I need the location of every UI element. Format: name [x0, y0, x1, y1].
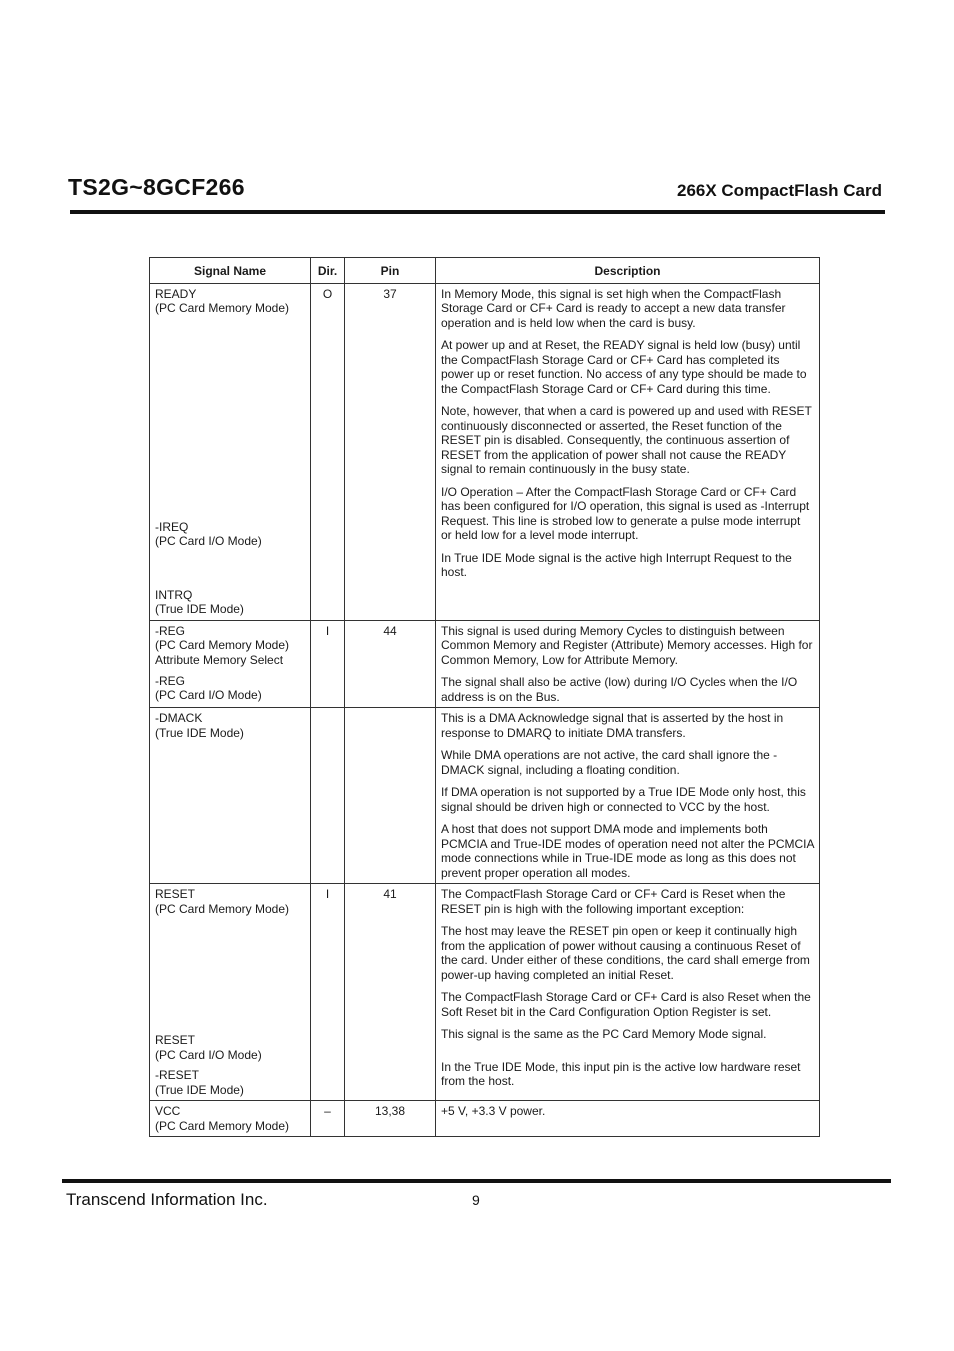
signal-name: -DMACK [155, 711, 203, 725]
signal-extra: Attribute Memory Select [155, 652, 284, 667]
signal-entry [155, 588, 305, 617]
table-header-row [150, 258, 820, 284]
table-row [150, 884, 820, 1101]
description-paragraph: The CompactFlash Storage Card or CF+ Card is Reset when the RESET pin is high with the following important exception: [441, 887, 786, 916]
dir-cell: O [311, 283, 345, 620]
signal-mode: (True IDE Mode) [155, 1082, 244, 1097]
signal-mode: (PC Card Memory Mode) [155, 901, 290, 916]
signal-name: -REG [155, 623, 185, 638]
signal-entry [155, 674, 305, 703]
signal-mode: (PC Card Memory Mode) [155, 1118, 290, 1133]
description-paragraph: This is a DMA Acknowledge signal that is asserted by the host in response to DMARQ to initiate DMA transfers. [441, 711, 784, 740]
description-paragraph: This signal is used during Memory Cycles to distinguish between Common Memory and Register (Attribute) Memory accesses. High for Common Memory, Low for Attribute Memory. [441, 623, 813, 667]
signal-mode: (PC Card I/O Mode) [155, 534, 262, 548]
signal-name: RESET [155, 1033, 196, 1047]
table-row [150, 708, 820, 884]
signal-name-cell [150, 283, 311, 620]
signal-mode: (True IDE Mode) [155, 602, 244, 616]
dir-cell [311, 708, 345, 884]
signal-mode: (PC Card Memory Mode) [155, 301, 290, 315]
table-row [150, 620, 820, 708]
description-cell [436, 1101, 820, 1137]
table-row [150, 283, 820, 620]
description-paragraph: If DMA operation is not supported by a True IDE Mode only host, this signal should be driven high or connected to VCC by the host. [441, 785, 806, 814]
signal-entry [155, 1068, 305, 1097]
signal-entry [155, 711, 305, 740]
document-title: TS2G~8GCF266 [68, 174, 245, 200]
signal-description-table [149, 257, 820, 1137]
dir-cell: – [311, 1101, 345, 1137]
signal-name: -REG [155, 673, 185, 688]
signal-name: READY [155, 286, 197, 301]
description-paragraph: I/O Operation – After the CompactFlash Storage Card or CF+ Card has been configured for I/O operation, this signal is used as -Interrupt Request. This line is strobed low to generate a pulse mode interrupt or held low for a level mode interrupt. [441, 484, 810, 542]
description-paragraph: The CompactFlash Storage Card or CF+ Card is also Reset when the Soft Reset bit in the Card Configuration Option Register is set. [441, 990, 811, 1019]
description-paragraph: In the True IDE Mode, this input pin is the active low hardware reset from the host. [441, 1059, 801, 1088]
description-paragraph: While DMA operations are not active, the card shall ignore the -DMACK signal, including a floating condition. [441, 748, 778, 777]
signal-name: RESET [155, 887, 196, 901]
signal-name-cell [150, 708, 311, 884]
signal-name: -IREQ [155, 519, 189, 534]
signal-mode: (PC Card Memory Mode) [155, 638, 290, 652]
description-paragraph: The signal shall also be active (low) during I/O Cycles when the I/O address is on the Bus. [441, 675, 798, 704]
pin-cell: 44 [345, 620, 436, 708]
description-cell [436, 708, 820, 884]
signal-name: -RESET [155, 1068, 200, 1082]
pin-cell: 41 [345, 884, 436, 1101]
description-paragraph: This signal is the same as the PC Card Memory Mode signal. [441, 1027, 767, 1041]
footer-company-name: Transcend Information Inc. [66, 1190, 268, 1209]
signal-mode: (True IDE Mode) [155, 725, 244, 740]
signal-entry [155, 624, 305, 674]
signal-mode: (PC Card I/O Mode) [155, 1047, 262, 1062]
signal-name-cell [150, 620, 311, 708]
signal-entry [155, 520, 305, 588]
description-paragraph: At power up and at Reset, the READY signal is held low (busy) until the CompactFlash Storage Card or CF+ Card has completed its power up or reset function. No access of any type should be made to the CompactFlash Storage Card or CF+ Card during this time. [441, 338, 807, 396]
signal-name: VCC [155, 1104, 181, 1118]
column-header-description: Description [436, 258, 820, 284]
description-paragraph: In Memory Mode, this signal is set high when the CompactFlash Storage Card or CF+ Card is ready to accept a new data transfer operation and is held low when the card is busy. [441, 286, 786, 330]
pin-cell [345, 708, 436, 884]
signal-name: INTRQ [155, 587, 193, 602]
column-header-dir: Dir. [311, 258, 345, 284]
description-paragraph: +5 V, +3.3 V power. [441, 1104, 546, 1118]
description-cell [436, 884, 820, 1101]
signal-name-cell [150, 1101, 311, 1137]
page-number: 9 [472, 1192, 480, 1208]
pin-cell: 13,38 [345, 1101, 436, 1137]
signal-entry [155, 1104, 305, 1133]
header-divider [70, 210, 885, 214]
description-cell [436, 283, 820, 620]
pin-cell: 37 [345, 283, 436, 620]
description-paragraph: The host may leave the RESET pin open or keep it continually high from the application of power without causing a continuous Reset of the card. Under either of these conditions, the card shall emerge from power-up having completed an initial Reset. [441, 924, 810, 982]
column-header-pin: Pin [345, 258, 436, 284]
signal-name-cell [150, 884, 311, 1101]
signal-entry [155, 1033, 305, 1068]
description-paragraph: In True IDE Mode signal is the active high Interrupt Request to the host. [441, 550, 792, 579]
description-paragraph: Note, however, that when a card is powered up and used with RESET continuously disconnected or asserted, the Reset function of the RESET pin is disabled. Consequently, the continuous assertion of RESET from the application of power shall not cause the READY signal to remain continuously in the busy state. [441, 404, 812, 476]
table-row [150, 1101, 820, 1137]
document-subtitle: 266X CompactFlash Card [676, 181, 882, 200]
signal-entry [155, 887, 305, 1033]
dir-cell: I [311, 884, 345, 1101]
signal-entry [155, 287, 305, 520]
signal-mode: (PC Card I/O Mode) [155, 688, 262, 702]
column-header-signal-name: Signal Name [150, 258, 311, 284]
description-cell [436, 620, 820, 708]
description-paragraph: A host that does not support DMA mode and implements both PCMCIA and True-IDE modes of operation need not alter the PCMCIA mode connections while in True-IDE mode as long as this does not prevent proper operation all modes. [441, 822, 814, 880]
dir-cell: I [311, 620, 345, 708]
footer-divider [62, 1179, 891, 1183]
